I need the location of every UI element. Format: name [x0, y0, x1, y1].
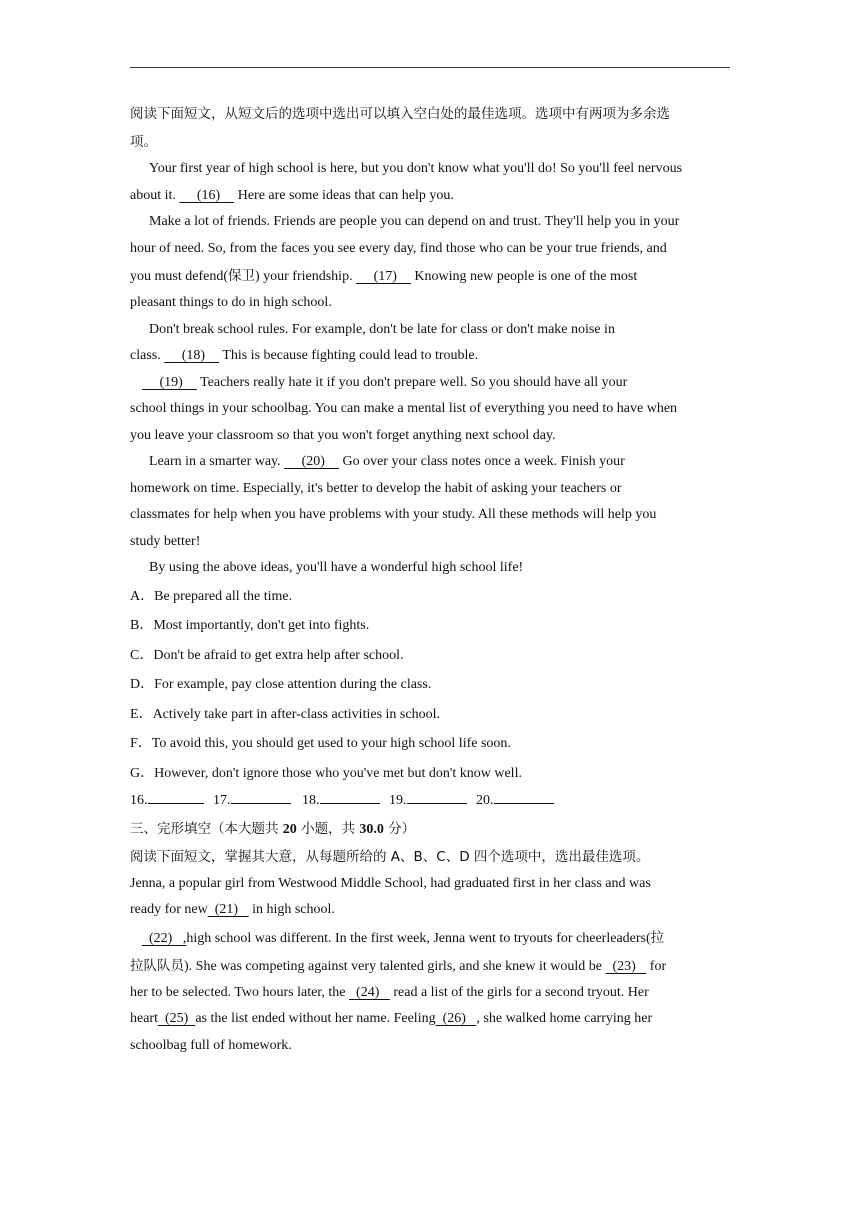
paragraph-line — [130, 952, 730, 980]
paragraph-line — [130, 1033, 730, 1060]
option-text: Be prepared all the time. — [154, 588, 293, 604]
text: Here are some ideas that can help you. — [237, 187, 454, 203]
text: read a list of the girls for a second tryout. Her — [393, 984, 649, 1000]
gloss-text: 拉队队员 — [130, 957, 184, 974]
blank-25: (25) — [157, 1011, 196, 1026]
option-letter: G． — [130, 765, 155, 781]
blank-16: (16) — [179, 187, 235, 203]
cloze-instruction — [130, 843, 730, 871]
answer-blank-16 — [148, 789, 204, 804]
reading-instruction — [130, 100, 730, 128]
paragraph-line — [130, 871, 730, 898]
text: Don't break school rules. For example, don't be late for class or don't make noise in — [149, 321, 615, 337]
text: her to be selected. Two hours later, the — [130, 984, 346, 1000]
text: heart — [130, 1011, 158, 1026]
answer-blank-19 — [407, 789, 467, 804]
heading-count: 20 — [282, 821, 297, 837]
option-letter: E． — [130, 706, 153, 722]
instruction-text: 项。 — [130, 134, 157, 150]
document-body — [130, 100, 730, 1059]
text: study better! — [130, 533, 201, 549]
text: for — [649, 958, 667, 974]
option-text: To avoid this, you should get used to your high school life soon. — [151, 736, 511, 751]
paragraph-line — [130, 370, 730, 397]
instruction-text: 阅读下面短文，掌握其大意，从每题所给的 A、B、C、D 四个选项中，选出最佳选项。 — [130, 848, 650, 865]
text: high school was different. In the first week, Jenna went to tryouts for cheerleaders( — [186, 930, 651, 946]
answer-blank-18 — [320, 789, 380, 804]
text: schoolbag full of homework. — [130, 1037, 292, 1053]
paragraph-line — [130, 897, 730, 924]
paragraph-line — [130, 423, 730, 450]
text: homework on time. Especially, it's better to develop the habit of asking your teachers or — [130, 480, 622, 496]
text: classmates for help when you have problems with your study. All these methods will help you — [130, 507, 657, 522]
blank-19: (19) — [142, 374, 197, 390]
answer-label-18: 18. — [302, 793, 320, 808]
paragraph-line — [130, 924, 730, 952]
paragraph-line — [130, 555, 730, 582]
option-item — [130, 759, 730, 789]
text: Jenna, a popular girl from Westwood Middle School, had graduated first in her class and was — [130, 875, 651, 891]
blank-17: (17) — [356, 269, 411, 284]
text: hour of need. So, from the faces you see every day, find those who can be your true friends, and — [130, 240, 667, 256]
header-rule — [130, 67, 730, 68]
answer-blanks-row — [130, 788, 730, 815]
paragraph-line — [130, 449, 730, 476]
option-item — [130, 582, 730, 612]
blank-21: (21) — [207, 902, 249, 917]
heading-text: 小题，共 — [296, 820, 360, 837]
option-letter: C． — [130, 647, 154, 663]
gloss-text: 拉 — [650, 929, 665, 946]
text: Your first year of high school is here, but you don't know what you'll do! So you'll feel nervous — [149, 161, 683, 176]
option-item — [130, 641, 730, 671]
paragraph-line — [130, 209, 730, 236]
paragraph-line — [130, 1006, 730, 1033]
text: , she walked home carrying her — [476, 1011, 653, 1026]
option-text: Most importantly, don't get into fights. — [153, 618, 370, 633]
paragraph-line — [130, 262, 730, 290]
text: as the list ended without her name. Feeling — [195, 1011, 436, 1026]
text: Teachers really hate it if you don't prepare well. So you should have all your — [200, 374, 628, 390]
paragraph-line — [130, 317, 730, 344]
heading-text: 三、完形填空（本大题共 — [130, 820, 283, 837]
text: By using the above ideas, you'll have a wonderful high school life! — [149, 560, 524, 575]
text: This is because fighting could lead to trouble. — [222, 348, 479, 363]
option-letter: B． — [130, 618, 154, 633]
option-item — [130, 700, 730, 730]
option-text: Actively take part in after-class activities in school. — [152, 706, 440, 722]
blank-26: (26) — [435, 1011, 477, 1026]
text: about it. — [130, 187, 176, 203]
instruction-text: 阅读下面短文，从短文后的选项中选出可以填入空白处的最佳选项。选项中有两项为多余选 — [130, 106, 670, 122]
text: in high school. — [252, 902, 335, 917]
section-heading — [130, 815, 730, 843]
blank-18: (18) — [164, 348, 220, 363]
paragraph-line — [130, 156, 730, 183]
text: Learn in a smarter way. — [149, 454, 281, 469]
paragraph-line — [130, 502, 730, 529]
text: Knowing new people is one of the most — [414, 269, 638, 284]
text: ) your friendship. — [254, 269, 353, 284]
paragraph-line — [130, 980, 730, 1007]
blank-22: (22) , — [142, 930, 187, 946]
blank-20: (20) — [284, 454, 339, 469]
text: you must defend( — [130, 269, 228, 284]
option-text: For example, pay close attention during the class. — [154, 677, 432, 692]
option-item — [130, 611, 730, 641]
blank-23: (23) — [605, 958, 647, 974]
paragraph-line — [130, 396, 730, 423]
option-letter: A． — [130, 588, 155, 604]
text: you leave your classroom so that you won't forget anything next school day. — [130, 427, 556, 443]
blank-24: (24) — [349, 984, 390, 1000]
option-letter: F． — [130, 736, 152, 751]
paragraph-line — [130, 476, 730, 503]
answer-label-19: 19. — [389, 793, 407, 808]
text: Go over your class notes once a week. Finish your — [342, 454, 625, 469]
option-text: However, don't ignore those who you've met but don't know well. — [154, 765, 522, 781]
text: class. — [130, 348, 161, 363]
paragraph-line — [130, 290, 730, 317]
text: Make a lot of friends. Friends are people you can depend on and trust. They'll help you in your — [149, 214, 680, 229]
reading-instruction-cont — [130, 128, 730, 156]
paragraph-line — [130, 183, 730, 210]
answer-label-20: 20. — [476, 793, 494, 808]
gloss-text: 保卫 — [227, 268, 255, 284]
text: pleasant things to do in high school. — [130, 295, 332, 310]
answer-blank-20 — [494, 789, 554, 804]
text: ready for new — [130, 902, 208, 917]
answer-label-17: 17. — [213, 793, 231, 808]
option-item — [130, 729, 730, 759]
option-letter: D． — [130, 677, 155, 692]
paragraph-line — [130, 236, 730, 263]
heading-score: 30.0 — [359, 821, 384, 837]
answer-blank-17 — [231, 789, 291, 804]
text: school things in your schoolbag. You can make a mental list of everything you need to have when — [130, 401, 678, 416]
paragraph-line — [130, 529, 730, 556]
option-text: Don't be afraid to get extra help after school. — [153, 647, 404, 663]
option-item — [130, 670, 730, 700]
paragraph-line — [130, 343, 730, 370]
text: ). She was competing against very talented girls, and she knew it would be — [184, 958, 602, 974]
heading-text: 分） — [383, 820, 416, 837]
answer-label-16: 16. — [130, 793, 148, 808]
